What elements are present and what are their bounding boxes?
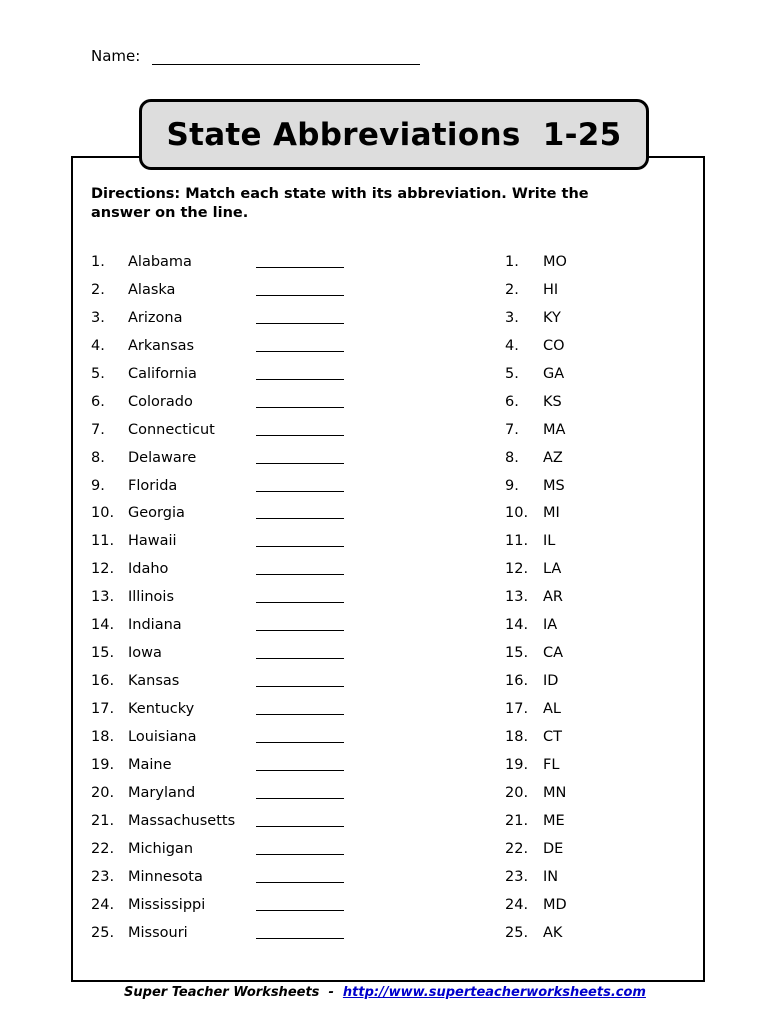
abbreviation-number: 20. <box>505 784 529 801</box>
state-number: 2. <box>91 281 105 298</box>
footer-brand: Super Teacher Worksheets <box>124 985 320 1000</box>
abbreviation-number: 17. <box>505 701 529 717</box>
abbreviation-number: 12. <box>505 561 529 578</box>
name-label: Name: <box>91 47 141 65</box>
abbreviation-number: 10. <box>505 505 529 522</box>
abbreviation: AK <box>543 924 563 941</box>
answer-line[interactable] <box>256 882 344 883</box>
abbreviation: LA <box>543 561 562 578</box>
abbreviation: IL <box>543 533 556 550</box>
abbreviation-number: 25. <box>505 924 529 941</box>
abbreviation: FL <box>543 756 560 773</box>
answer-line[interactable] <box>256 491 344 492</box>
answer-line[interactable] <box>256 602 344 603</box>
state-number: 13. <box>91 589 115 606</box>
abbreviation: DE <box>543 840 564 857</box>
state-number: 4. <box>91 337 105 354</box>
abbreviation-number: 9. <box>505 477 519 494</box>
abbreviation-number: 16. <box>505 673 529 690</box>
state-name: Michigan <box>128 840 194 857</box>
abbreviation-number: 13. <box>505 589 529 606</box>
state-number: 11. <box>91 533 115 550</box>
state-name: Alaska <box>128 281 176 298</box>
answer-line[interactable] <box>256 379 344 380</box>
state-name: Colorado <box>128 393 193 410</box>
answer-line[interactable] <box>256 435 344 436</box>
state-number: 8. <box>91 449 105 466</box>
state-name: Hawaii <box>128 533 177 550</box>
answer-line[interactable] <box>256 854 344 855</box>
state-number: 20. <box>91 784 115 801</box>
answer-line[interactable] <box>256 267 344 268</box>
state-name: Connecticut <box>128 421 215 438</box>
abbreviation-number: 3. <box>505 309 519 326</box>
answer-line[interactable] <box>256 295 344 296</box>
abbreviation-number: 21. <box>505 812 529 829</box>
state-number: 17. <box>91 701 115 717</box>
answer-line[interactable] <box>256 714 344 715</box>
abbreviation-number: 24. <box>505 896 529 913</box>
state-number: 21. <box>91 812 115 829</box>
state-number: 9. <box>91 477 105 494</box>
state-number: 25. <box>91 924 115 941</box>
answer-line[interactable] <box>256 826 344 827</box>
answer-line[interactable] <box>256 630 344 631</box>
answer-line[interactable] <box>256 463 344 464</box>
abbreviation: MN <box>543 784 567 801</box>
answer-line[interactable] <box>256 742 344 743</box>
state-name: Missouri <box>128 924 188 941</box>
answer-line[interactable] <box>256 658 344 659</box>
state-number: 22. <box>91 840 115 857</box>
directions-text: Directions: Match each state with its abbreviation. Write the answer on the line. <box>91 186 589 221</box>
answer-line[interactable] <box>256 938 344 939</box>
state-name: Alabama <box>128 254 192 270</box>
state-number: 19. <box>91 756 115 773</box>
name-row <box>91 47 420 65</box>
abbreviation-number: 14. <box>505 617 529 634</box>
abbreviation: KS <box>543 393 562 410</box>
abbreviation-number: 11. <box>505 533 529 550</box>
state-name: Illinois <box>128 589 175 606</box>
answer-line[interactable] <box>256 770 344 771</box>
footer <box>0 985 770 1000</box>
abbreviation-number: 22. <box>505 840 529 857</box>
abbreviation: AL <box>543 701 561 717</box>
abbreviation-number: 7. <box>505 421 519 438</box>
state-name: Iowa <box>128 645 162 662</box>
page-title: State Abbreviations 1-25 <box>166 116 622 153</box>
abbreviation: MD <box>543 896 567 913</box>
state-name: Maine <box>128 756 172 773</box>
state-name: Florida <box>128 477 178 494</box>
abbreviation-number: 8. <box>505 449 519 466</box>
footer-separator: - <box>319 985 343 1000</box>
abbreviation-number: 4. <box>505 337 519 354</box>
abbreviation: ID <box>543 673 559 690</box>
abbreviation: IN <box>543 868 559 885</box>
state-name: Idaho <box>128 561 169 578</box>
answer-line[interactable] <box>256 686 344 687</box>
state-name: Mississippi <box>128 896 206 913</box>
abbreviation: CT <box>543 728 562 745</box>
answer-line[interactable] <box>256 574 344 575</box>
abbreviation: CO <box>543 337 565 354</box>
footer-link[interactable]: http://www.superteacherworksheets.com <box>342 985 646 1000</box>
state-name: Minnesota <box>128 868 203 885</box>
state-number: 1. <box>91 254 105 270</box>
state-number: 18. <box>91 728 115 745</box>
abbreviation: MA <box>543 421 566 438</box>
state-number: 24. <box>91 896 115 913</box>
state-number: 7. <box>91 421 105 438</box>
state-number: 3. <box>91 309 105 326</box>
abbreviation: AZ <box>543 449 563 466</box>
abbreviation-number: 19. <box>505 756 529 773</box>
state-name: Indiana <box>128 617 182 634</box>
abbreviation: AR <box>543 589 563 606</box>
state-number: 16. <box>91 673 115 690</box>
abbreviation-number: 5. <box>505 365 519 382</box>
state-number: 23. <box>91 868 115 885</box>
state-name: Kentucky <box>128 701 195 717</box>
state-number: 10. <box>91 505 115 522</box>
abbreviation: HI <box>543 281 559 298</box>
abbreviation: MI <box>543 505 560 522</box>
name-field[interactable] <box>152 47 420 65</box>
abbreviation-number: 2. <box>505 281 519 298</box>
abbreviation: ME <box>543 812 565 829</box>
answer-line[interactable] <box>256 910 344 911</box>
abbreviation: MO <box>543 254 567 270</box>
abbreviation-number: 18. <box>505 728 529 745</box>
state-name: Kansas <box>128 673 180 690</box>
abbreviation-number: 15. <box>505 645 529 662</box>
abbreviation: GA <box>543 365 565 382</box>
state-name: Maryland <box>128 784 196 801</box>
abbreviation: KY <box>543 309 561 326</box>
answer-line[interactable] <box>256 407 344 408</box>
abbreviation-number: 6. <box>505 393 519 410</box>
abbreviation: CA <box>543 645 564 662</box>
answer-line[interactable] <box>256 546 344 547</box>
state-name: Massachusetts <box>128 812 236 829</box>
state-number: 12. <box>91 561 115 578</box>
state-number: 15. <box>91 645 115 662</box>
abbreviation-number: 23. <box>505 868 529 885</box>
title-box <box>139 99 649 170</box>
state-number: 14. <box>91 617 115 634</box>
abbreviation-number: 1. <box>505 254 519 270</box>
abbreviation: MS <box>543 477 565 494</box>
abbreviation: IA <box>543 617 558 634</box>
state-name: Arizona <box>128 309 183 326</box>
state-name: Delaware <box>128 449 197 466</box>
answer-line[interactable] <box>256 351 344 352</box>
state-name: California <box>128 365 197 382</box>
state-number: 6. <box>91 393 105 410</box>
state-name: Georgia <box>128 505 185 522</box>
answer-line[interactable] <box>256 798 344 799</box>
answer-line[interactable] <box>256 323 344 324</box>
answer-line[interactable] <box>256 518 344 519</box>
state-name: Louisiana <box>128 728 197 745</box>
state-name: Arkansas <box>128 337 195 354</box>
state-number: 5. <box>91 365 105 382</box>
